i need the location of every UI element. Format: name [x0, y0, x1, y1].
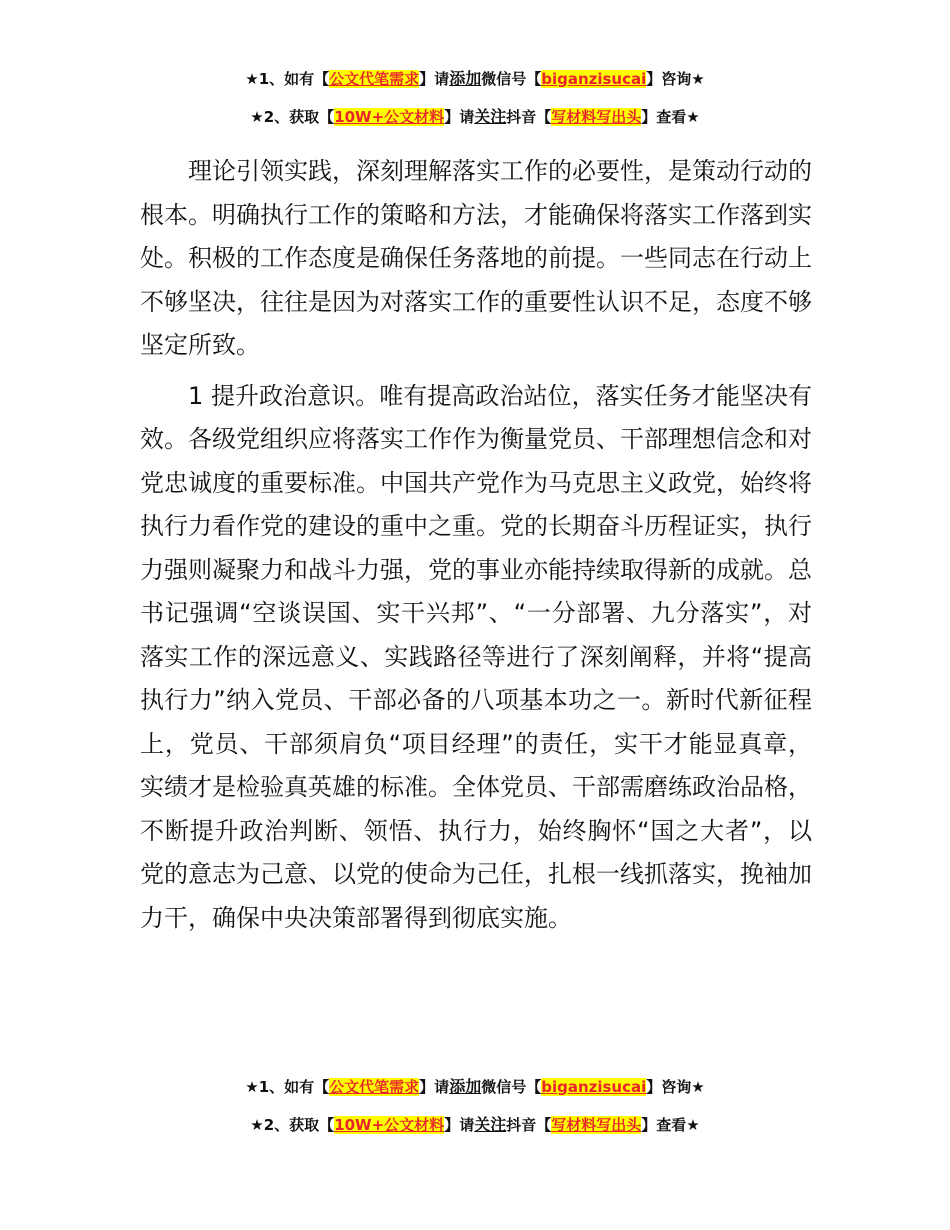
highlight-wechat-id: biganzisucai	[541, 1078, 647, 1096]
banner-text: 】咨询★	[646, 1078, 705, 1096]
banner-text: 微信号【	[481, 70, 542, 88]
banner-text: 】请	[444, 1116, 475, 1134]
highlight-service: 公文代笔需求	[329, 70, 420, 88]
underlined-text: 添加	[449, 1077, 482, 1096]
top-banner-line-1	[0, 68, 950, 90]
banner-text: ★2、获取【	[250, 1116, 335, 1134]
highlight-service: 公文代笔需求	[329, 1078, 420, 1096]
document-body	[140, 150, 812, 947]
banner-text: 抖音【	[506, 108, 552, 126]
underlined-text: 关注	[474, 1115, 507, 1134]
banner-text: ★2、获取【	[250, 108, 335, 126]
bottom-banner-line-1	[0, 1076, 950, 1098]
banner-text: ★1、如有【	[245, 70, 330, 88]
banner-text: 微信号【	[481, 1078, 542, 1096]
banner-text: ★1、如有【	[245, 1078, 330, 1096]
highlight-materials: 10W+公文材料	[334, 108, 445, 126]
highlight-douyin-id: 写材料写出头	[551, 108, 642, 126]
underlined-text: 关注	[474, 107, 507, 126]
highlight-materials: 10W+公文材料	[334, 1116, 445, 1134]
bottom-banner-line-2	[0, 1114, 950, 1136]
highlight-douyin-id: 写材料写出头	[551, 1116, 642, 1134]
banner-text: 】查看★	[641, 108, 700, 126]
body-paragraph: 1 提升政治意识。唯有提高政治站位，落实任务才能坚决有效。各级党组织应将落实工作作为衡量党员、干部理想信念和对党忠诚度的重要标准。中国共产党作为马克思主义政党，始终将执行力看作党的建设的重中之重。党的长期奋斗历程证实，执行力强则凝聚力和战斗力强，党的事业亦能持续取得新的成就。总书记强调“空谈误国、实干兴邦”、“一分部署、九分落实”，对落实工作的深远意义、实践路径等进行了深刻阐释，并将“提高执行力”纳入党员、干部必备的八项基本功之一。新时代新征程上，党员、干部须肩负“项目经理”的责任，实干才能显真章，实绩才是检验真英雄的标准。全体党员、干部需磨练政治品格，不断提升政治判断、领悟、执行力，始终胸怀“国之大者”，以党的意志为己意、以党的使命为己任，扎根一线抓落实，挽袖加力干，确保中央决策部署得到彻底实施。	[140, 381, 812, 932]
banner-text: 】请	[419, 1078, 450, 1096]
underlined-text: 添加	[449, 69, 482, 88]
banner-text: 】请	[444, 108, 475, 126]
banner-text: 抖音【	[506, 1116, 552, 1134]
body-paragraph: 理论引领实践，深刻理解落实工作的必要性，是策动行动的根本。明确执行工作的策略和方法，才能确保将落实工作落到实处。积极的工作态度是确保任务落地的前提。一些同志在行动上不够坚决，往往是因为对落实工作的重要性认识不足，态度不够坚定所致。	[140, 157, 812, 359]
banner-text: 】查看★	[641, 1116, 700, 1134]
highlight-wechat-id: biganzisucai	[541, 70, 647, 88]
banner-text: 】咨询★	[646, 70, 705, 88]
top-banner-line-2	[0, 106, 950, 128]
banner-text: 】请	[419, 70, 450, 88]
